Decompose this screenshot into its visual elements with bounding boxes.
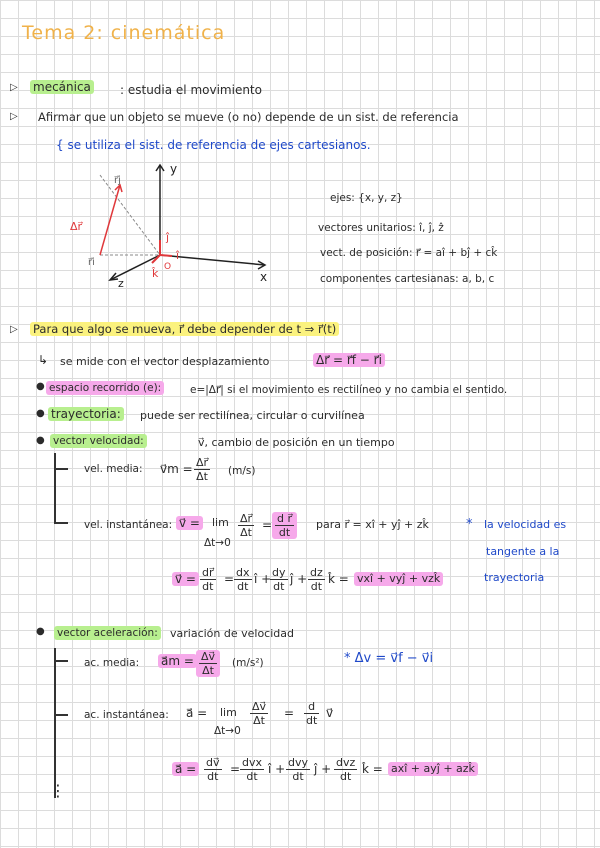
a-j-term: ĵ + xyxy=(314,762,332,776)
ac-inst-lhs: a⃗ = xyxy=(186,706,208,720)
k-unit-label: k̂ xyxy=(152,267,159,280)
vel-inst-fraction-1: $\frac{\Delta r⃗}{\Delta t}$ xyxy=(240,512,253,539)
dot-bullet-icon: ● xyxy=(36,626,45,637)
v-j-term: ĵ + xyxy=(290,572,308,586)
displacement-text: se mide con el vector desplazamiento xyxy=(60,355,270,368)
cartesian-components: componentes cartesianas: a, b, c xyxy=(320,273,495,285)
z-axis-label: z xyxy=(118,277,124,290)
position-components: para r⃗ = xî + yĵ + zk̂ xyxy=(316,518,429,531)
j-unit-label: ĵ xyxy=(166,231,170,244)
triangle-bullet-icon: ▷ xyxy=(10,82,18,93)
vel-inst-fraction-2: $\frac{\text{d r⃗}}{dt}$ xyxy=(272,512,297,539)
espacio-term: espacio recorrido (e): xyxy=(46,381,164,395)
delta-r-vector xyxy=(100,185,120,255)
vel-media-fraction: $\frac{\Delta r⃗}{\Delta t}$ xyxy=(196,456,209,483)
y-axis-label: y xyxy=(170,162,178,176)
unit-vectors: vectores unitarios: î, ĵ, ẑ xyxy=(318,222,444,234)
triangle-bullet-icon: ▷ xyxy=(10,324,18,335)
v-k-term: k̂ = xyxy=(328,572,349,586)
mecanica-definition: : estudia el movimiento xyxy=(120,83,262,97)
lim-word: lim xyxy=(220,706,237,719)
equals-sign: = xyxy=(224,572,235,586)
vel-media-unit: (m/s) xyxy=(228,465,256,477)
dot-bullet-icon: ● xyxy=(36,381,45,392)
dot-bullet-icon: ● xyxy=(36,435,45,446)
equals-sign: = xyxy=(230,762,241,776)
vel-inst-label: vel. instantánea: xyxy=(84,519,173,531)
ac-inst-label: ac. instantánea: xyxy=(84,709,169,721)
v-frac-1: $\frac{dr⃗}{dt}$ xyxy=(202,566,214,593)
a-result: axî + ayĵ + azk̂ xyxy=(388,762,478,776)
i-unit-label: î xyxy=(176,249,180,262)
a-frac-3: dvy dt xyxy=(288,756,309,783)
reference-statement: Afirmar que un objeto se mueve (o no) depende de un sist. de referencia xyxy=(38,110,459,124)
espacio-definition: e=|Δr⃗| si el movimiento es rectilíneo y no cambia el sentido. xyxy=(190,384,508,396)
rj-label: r⃗j xyxy=(114,175,121,186)
trayectoria-definition: puede ser rectilínea, circular o curvilínea xyxy=(140,409,365,422)
a-frac-4: dvz dt xyxy=(336,756,356,783)
v-frac-4: $\frac{dz}{dt}$ xyxy=(310,566,323,593)
a-k-term: k̂ = xyxy=(362,762,383,776)
vel-media-lhs: v⃗m = xyxy=(160,462,193,476)
triangle-bullet-icon: ▷ xyxy=(10,111,18,122)
a-frac-2: dvx dt xyxy=(242,756,263,783)
ac-media-fraction: $\frac{\Delta v⃗}{\Delta t}$ xyxy=(196,650,220,677)
ac-media-lhs: a⃗m = xyxy=(158,654,197,668)
vel-media-label: vel. media: xyxy=(84,463,143,475)
a-frac-1: $\frac{dv⃗}{dt}$ xyxy=(206,756,220,783)
vel-inst-lhs: v⃗ = xyxy=(176,516,203,530)
delta-r-label: Δr⃗ xyxy=(70,220,83,233)
movement-condition: Para que algo se mueva, r⃗ debe depender de t ⇒ r⃗(t) xyxy=(30,322,339,336)
a-i-term: î + xyxy=(268,762,286,776)
page-title: Tema 2: cinemática xyxy=(22,22,226,44)
note-velocity-line-1: la velocidad es xyxy=(484,518,567,531)
cartesian-statement: { se utiliza el sist. de referencia de ejes cartesianos. xyxy=(56,138,371,152)
ac-media-unit: (m/s²) xyxy=(232,657,264,669)
trayectoria-term: trayectoria: xyxy=(48,407,124,421)
v-lhs: v⃗ = xyxy=(172,572,199,586)
position-vector: vect. de posición: r⃗ = aî + bĵ + ck̂ xyxy=(320,247,498,259)
a-lhs: a⃗ = xyxy=(172,762,199,776)
lim-word: lim xyxy=(212,516,229,529)
dot-bullet-icon: ● xyxy=(36,408,45,419)
cartesian-axes-diagram xyxy=(60,155,290,295)
velocidad-term: vector velocidad: xyxy=(50,434,147,448)
v-frac-3: $\frac{dy}{dt}$ xyxy=(272,566,286,593)
equals-sign: = xyxy=(262,518,273,532)
mecanica-term: mecánica xyxy=(30,80,94,94)
aceleracion-definition: variación de velocidad xyxy=(170,627,294,640)
return-arrow-icon: ↳ xyxy=(38,353,49,367)
lim-subscript: Δt→0 xyxy=(204,537,231,549)
ac-inst-fraction-2: $\frac{d}{dt}$ xyxy=(306,700,318,727)
note-velocity-line-2: tangente a la xyxy=(486,545,560,558)
note-velocity-line-3: trayectoria xyxy=(484,571,545,584)
velocidad-definition: v⃗, cambio de posición en un tiempo xyxy=(198,436,395,449)
velocity-symbol: v⃗ xyxy=(326,706,334,720)
x-axis-label: x xyxy=(260,270,268,284)
origin-label: O xyxy=(164,262,172,272)
lim-subscript: Δt→0 xyxy=(214,725,241,737)
v-i-term: î + xyxy=(254,572,272,586)
continuation-dots: ⋮ xyxy=(50,781,66,800)
ac-inst-fraction-1: $\frac{\Delta v⃗}{\Delta t}$ xyxy=(252,700,267,727)
displacement-equation: Δr⃗ = r⃗f − r⃗i xyxy=(313,353,385,367)
star-icon: * xyxy=(466,517,473,532)
axes-set: ejes: {x, y, z} xyxy=(330,192,403,204)
v-frac-2: $\frac{dx}{dt}$ xyxy=(236,566,250,593)
aceleracion-term: vector aceleración: xyxy=(54,626,161,640)
delta-v-note: * Δv = v⃗f − v⃗i xyxy=(344,651,434,666)
ri-label: r⃗i xyxy=(88,257,95,268)
equals-sign: = xyxy=(284,706,295,720)
ac-media-label: ac. media: xyxy=(84,657,140,669)
v-result: vxî + vyĵ + vzk̂ xyxy=(354,572,443,586)
